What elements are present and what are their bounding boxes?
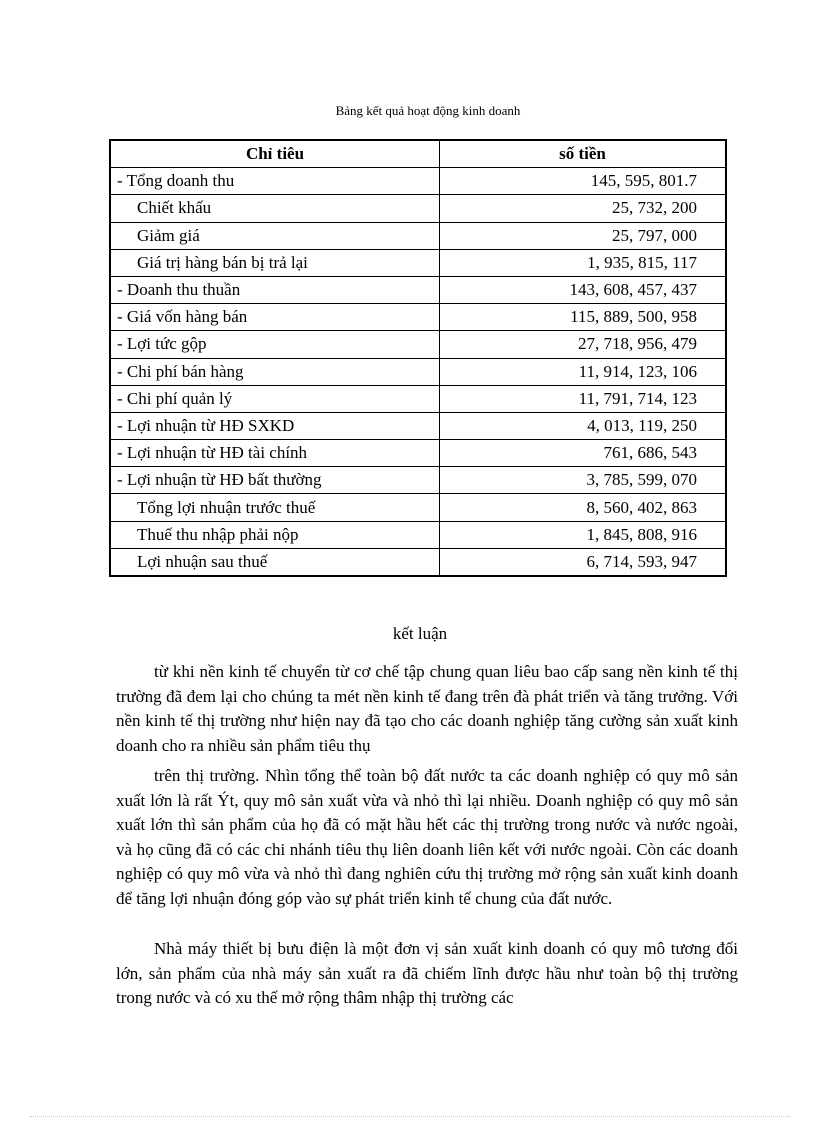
row-indicator-label: - Lợi tức gộp (110, 331, 440, 358)
row-amount-value: 8, 560, 402, 863 (440, 494, 727, 521)
row-indicator-label: Lợi nhuận sau thuế (110, 548, 440, 576)
table-row (110, 304, 726, 331)
table-row (110, 494, 726, 521)
conclusion-paragraph-3: Nhà máy thiết bị bưu điện là một đơn vị sản xuất kinh doanh có quy mô tương đối lớn, sản phẩm của nhà máy sản xuất ra đã chiếm lĩnh được hầu như toàn bộ thị trường trong nước và có xu thế mở rộng thâm nhập thị trường các (116, 939, 738, 1007)
row-amount-value: 115, 889, 500, 958 (440, 304, 727, 331)
table-row (110, 467, 726, 494)
table-row (110, 358, 726, 385)
row-amount-value: 11, 914, 123, 106 (440, 358, 727, 385)
table-header-row (110, 140, 726, 168)
row-indicator-label: - Chi phí bán hàng (110, 358, 440, 385)
page-bottom-rule (30, 1116, 790, 1117)
table-body (110, 168, 726, 576)
table-row (110, 276, 726, 303)
table-row (110, 412, 726, 439)
table-caption: Bảng kết quả hoạt động kinh doanh (335, 103, 521, 118)
row-amount-value: 11, 791, 714, 123 (440, 385, 727, 412)
row-amount-value: 143, 608, 457, 437 (440, 276, 727, 303)
row-indicator-label: - Tổng doanh thu (110, 168, 440, 195)
table-row (110, 222, 726, 249)
column-header-amount: số tiền (440, 140, 727, 168)
row-amount-value: 27, 718, 956, 479 (440, 331, 727, 358)
table-row (110, 440, 726, 467)
table-row (110, 331, 726, 358)
row-indicator-label: - Doanh thu thuần (110, 276, 440, 303)
row-indicator-label: Chiết khấu (110, 195, 440, 222)
row-indicator-label: - Chi phí quản lý (110, 385, 440, 412)
table-row (110, 249, 726, 276)
conclusion-paragraph-1: từ khi nền kinh tế chuyển từ cơ chế tập chung quan liêu bao cấp sang nền kinh tế thị trường đã đem lại cho chúng ta mét nền kinh tế đang trên đà phát triển và tăng trưởng. Với nền kinh tế thị trường như hiện nay đã tạo cho các doanh nghiệp tăng cường sản xuất kinh doanh cho ra nhiều sản phẩm tiêu thụ (116, 662, 738, 755)
table-row (110, 521, 726, 548)
table-row (110, 168, 726, 195)
row-indicator-label: Thuế thu nhập phải nộp (110, 521, 440, 548)
business-results-table (109, 139, 727, 577)
row-amount-value: 25, 797, 000 (440, 222, 727, 249)
row-amount-value: 3, 785, 599, 070 (440, 467, 727, 494)
row-amount-value: 1, 935, 815, 117 (440, 249, 727, 276)
column-header-indicator: Chỉ tiêu (110, 140, 440, 168)
row-amount-value: 4, 013, 119, 250 (440, 412, 727, 439)
table-row (110, 195, 726, 222)
row-indicator-label: Tổng lợi nhuận trước thuế (110, 494, 440, 521)
conclusion-heading: kết luận (392, 624, 448, 643)
row-amount-value: 25, 732, 200 (440, 195, 727, 222)
row-amount-value: 145, 595, 801.7 (440, 168, 727, 195)
row-amount-value: 1, 845, 808, 916 (440, 521, 727, 548)
row-indicator-label: - Lợi nhuận từ HĐ bất thường (110, 467, 440, 494)
conclusion-paragraph-2: trên thị trường. Nhìn tổng thể toàn bộ đất nước ta các doanh nghiệp có quy mô sản xuất lớn là rất Ýt, quy mô sản xuất vừa và nhỏ thì lại nhiều. Doanh nghiệp có quy mô sản xuất lớn thì sản phẩm của họ đã có mặt hầu hết các thị trường trong nước và nước ngoài, và họ cũng đã có các chi nhánh tiêu thụ liên doanh liên kết với nước ngoài. Còn các doanh nghiệp có quy mô vừa và nhỏ thì đang nghiên cứu thị trường mở rộng sản xuất kinh doanh để tăng lợi nhuận đóng góp vào sự phát triển kinh tế chung của đất nước. (116, 766, 738, 908)
row-indicator-label: Giá trị hàng bán bị trả lại (110, 249, 440, 276)
table-row (110, 548, 726, 576)
row-indicator-label: - Giá vốn hàng bán (110, 304, 440, 331)
table-row (110, 385, 726, 412)
row-indicator-label: - Lợi nhuận từ HĐ tài chính (110, 440, 440, 467)
row-amount-value: 761, 686, 543 (440, 440, 727, 467)
row-indicator-label: Giảm giá (110, 222, 440, 249)
row-amount-value: 6, 714, 593, 947 (440, 548, 727, 576)
row-indicator-label: - Lợi nhuận từ HĐ SXKD (110, 412, 440, 439)
